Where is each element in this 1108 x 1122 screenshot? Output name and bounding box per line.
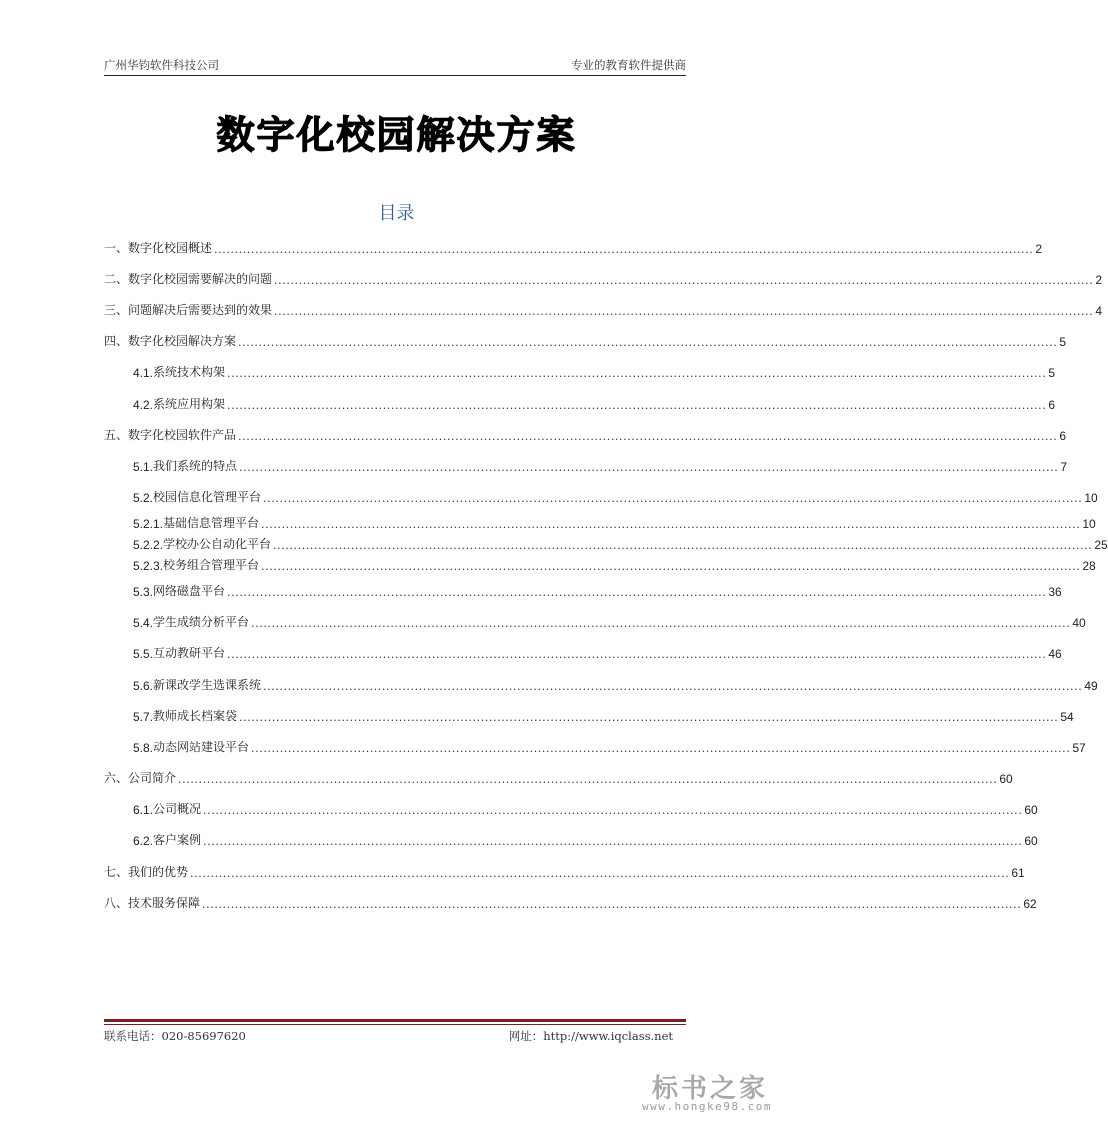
toc-entry-number: 四、: [104, 334, 129, 348]
toc-leader-dots: ........................................................................................................................................................................................................: [274, 274, 1094, 287]
toc-entry[interactable]: [133, 489, 1098, 505]
toc-entry-title: 互动教研平台: [153, 646, 226, 660]
toc-leader-dots: ........................................................................................................................................................................................................: [261, 560, 1081, 573]
toc-entry[interactable]: [133, 739, 1086, 755]
toc-entry-title: 公司概况: [153, 802, 202, 816]
toc-entry-title: 学生成绩分析平台: [153, 615, 250, 629]
watermark-url: www.hongke98.com: [642, 1100, 772, 1113]
toc-entry[interactable]: [104, 770, 1013, 786]
toc-entry-page: 5: [1059, 335, 1067, 349]
toc-leader-dots: ........................................................................................................................................................................................................: [251, 742, 1071, 755]
toc-entry-number: 6.2.: [133, 834, 154, 848]
toc-entry-number: 5.2.: [133, 491, 154, 505]
toc-leader-dots: ........................................................................................................................................................................................................: [178, 773, 998, 786]
toc-entry[interactable]: [133, 614, 1086, 630]
toc-entry-page: 60: [1024, 834, 1038, 848]
toc-leader-dots: ........................................................................................................................................................................................................: [238, 430, 1058, 443]
toc-leader-dots: ........................................................................................................................................................................................................: [190, 867, 1010, 880]
toc-entry-page: 25: [1094, 538, 1108, 552]
toc-entry-page: 6: [1059, 429, 1067, 443]
toc-entry-title: 网络磁盘平台: [153, 584, 226, 598]
toc-entry[interactable]: [104, 302, 1103, 318]
toc-entry-number: 4.2.: [133, 398, 154, 412]
page-header: [104, 57, 686, 76]
toc-leader-dots: ........................................................................................................................................................................................................: [273, 539, 1093, 552]
page-footer: [104, 1028, 673, 1044]
toc-entry-title: 我们系统的特点: [153, 459, 238, 473]
toc-entry[interactable]: [133, 832, 1038, 848]
toc-leader-dots: ........................................................................................................................................................................................................: [239, 461, 1059, 474]
toc-leader-dots: ........................................................................................................................................................................................................: [263, 680, 1083, 693]
toc-entry[interactable]: [133, 583, 1062, 599]
toc-entry-number: 一、: [104, 241, 129, 255]
watermark-logo: 标书之家: [652, 1074, 769, 1104]
toc-entry[interactable]: [133, 708, 1074, 724]
toc-entry[interactable]: [133, 677, 1098, 693]
toc-entry-page: 28: [1082, 559, 1096, 573]
header-tagline: 专业的教育软件提供商: [571, 58, 686, 72]
toc-entry[interactable]: [133, 515, 1096, 531]
toc-entry-title: 系统技术构架: [153, 365, 226, 379]
toc-leader-dots: ........................................................................................................................................................................................................: [202, 898, 1022, 911]
toc-entry-title: 校园信息化管理平台: [153, 490, 262, 504]
toc-entry-title: 技术服务保障: [128, 896, 201, 910]
toc-entry[interactable]: [133, 396, 1056, 412]
toc-entry-page: 7: [1060, 460, 1068, 474]
toc-entry-title: 动态网站建设平台: [153, 740, 250, 754]
toc-entry[interactable]: [133, 364, 1056, 380]
toc-entry-number: 5.7.: [133, 710, 154, 724]
toc-entry-title: 数字化校园需要解决的问题: [128, 272, 273, 286]
toc-entry-page: 57: [1072, 741, 1086, 755]
toc-entry-number: 5.2.2.: [133, 538, 164, 552]
toc-entry[interactable]: [133, 557, 1096, 573]
toc-leader-dots: ........................................................................................................................................................................................................: [227, 648, 1047, 661]
toc-leader-dots: ........................................................................................................................................................................................................: [214, 243, 1034, 256]
toc-leader-dots: ........................................................................................................................................................................................................: [227, 399, 1047, 412]
toc-entry-page: 4: [1095, 304, 1103, 318]
toc-entry-title: 我们的优势: [128, 865, 189, 879]
toc-entry-number: 5.2.1.: [133, 517, 164, 531]
toc-entry-number: 5.3.: [133, 585, 154, 599]
document-title: 数字化校园解决方案: [216, 112, 577, 157]
toc-entry-page: 40: [1072, 616, 1086, 630]
toc-entry-number: 6.1.: [133, 803, 154, 817]
footer-rule-thick: [104, 1019, 686, 1022]
toc-entry-number: 5.4.: [133, 616, 154, 630]
toc-entry-page: 62: [1023, 897, 1037, 911]
toc-entry-page: 5: [1048, 366, 1056, 380]
toc-leader-dots: ........................................................................................................................................................................................................: [274, 305, 1094, 318]
toc-entry-page: 6: [1048, 398, 1056, 412]
toc-entry-number: 5.2.3.: [133, 559, 164, 573]
toc-entry-title: 基础信息管理平台: [163, 516, 260, 530]
toc-entry-page: 36: [1048, 585, 1062, 599]
toc-entry-number: 二、: [104, 272, 129, 286]
toc-leader-dots: ........................................................................................................................................................................................................: [261, 518, 1081, 531]
toc-entry[interactable]: [133, 645, 1062, 661]
toc-entry[interactable]: [133, 536, 1108, 552]
toc-entry-number: 5.5.: [133, 647, 154, 661]
toc-leader-dots: ........................................................................................................................................................................................................: [203, 804, 1023, 817]
toc-entry[interactable]: [104, 427, 1067, 443]
toc-entry-title: 校务组合管理平台: [163, 558, 260, 572]
toc-entry-page: 46: [1048, 647, 1062, 661]
toc-entry-number: 八、: [104, 896, 129, 910]
toc-entry-page: 10: [1082, 517, 1096, 531]
toc-leader-dots: ........................................................................................................................................................................................................: [227, 367, 1047, 380]
toc-entry-title: 数字化校园解决方案: [128, 334, 237, 348]
toc-entry-title: 新课改学生选课系统: [153, 678, 262, 692]
toc-entry-number: 七、: [104, 865, 129, 879]
toc-entry-title: 数字化校园软件产品: [128, 428, 237, 442]
toc-entry[interactable]: [133, 458, 1068, 474]
toc-entry-number: 4.1.: [133, 366, 154, 380]
toc-entry-number: 六、: [104, 771, 129, 785]
toc-entry-page: 61: [1011, 866, 1025, 880]
toc-entry-title: 教师成长档案袋: [153, 709, 238, 723]
toc-entry-page: 60: [1024, 803, 1038, 817]
toc-entry-title: 客户案例: [153, 833, 202, 847]
toc-entry[interactable]: [104, 333, 1067, 349]
toc-entry-number: 5.6.: [133, 679, 154, 693]
toc-entry-number: 5.1.: [133, 460, 154, 474]
toc-entry-number: 三、: [104, 303, 129, 317]
toc-entry-page: 60: [999, 772, 1013, 786]
toc-entry[interactable]: [133, 801, 1038, 817]
toc-entry-title: 数字化校园概述: [128, 241, 213, 255]
footer-rule-thin: [104, 1024, 686, 1025]
toc-entry[interactable]: [104, 240, 1043, 256]
toc-entry-number: 五、: [104, 428, 129, 442]
toc-entry-title: 问题解决后需要达到的效果: [128, 303, 273, 317]
toc-leader-dots: ........................................................................................................................................................................................................: [239, 711, 1059, 724]
toc-leader-dots: ........................................................................................................................................................................................................: [227, 586, 1047, 599]
toc-entry-title: 系统应用构架: [153, 397, 226, 411]
toc-heading: 目录: [378, 203, 415, 224]
toc-leader-dots: ........................................................................................................................................................................................................: [251, 617, 1071, 630]
toc-entry-page: 2: [1035, 242, 1043, 256]
toc-leader-dots: ........................................................................................................................................................................................................: [238, 336, 1058, 349]
toc-entry-title: 学校办公自动化平台: [163, 537, 272, 551]
toc-entry-page: 49: [1084, 679, 1098, 693]
toc-entry[interactable]: [104, 271, 1103, 287]
toc-entry[interactable]: [104, 864, 1025, 880]
toc-leader-dots: ........................................................................................................................................................................................................: [263, 492, 1083, 505]
toc-entry-page: 10: [1084, 491, 1098, 505]
toc-entry[interactable]: [104, 895, 1037, 911]
toc-entry-page: 54: [1060, 710, 1074, 724]
footer-website: 网址：http://www.iqclass.net: [508, 1029, 673, 1043]
toc-entry-title: 公司简介: [128, 771, 177, 785]
toc-entry-page: 2: [1095, 273, 1103, 287]
toc-leader-dots: ........................................................................................................................................................................................................: [203, 835, 1023, 848]
header-company: 广州华钧软件科技公司: [104, 58, 219, 72]
footer-phone: 联系电话：020-85697620: [104, 1029, 246, 1043]
toc-entry-number: 5.8.: [133, 741, 154, 755]
